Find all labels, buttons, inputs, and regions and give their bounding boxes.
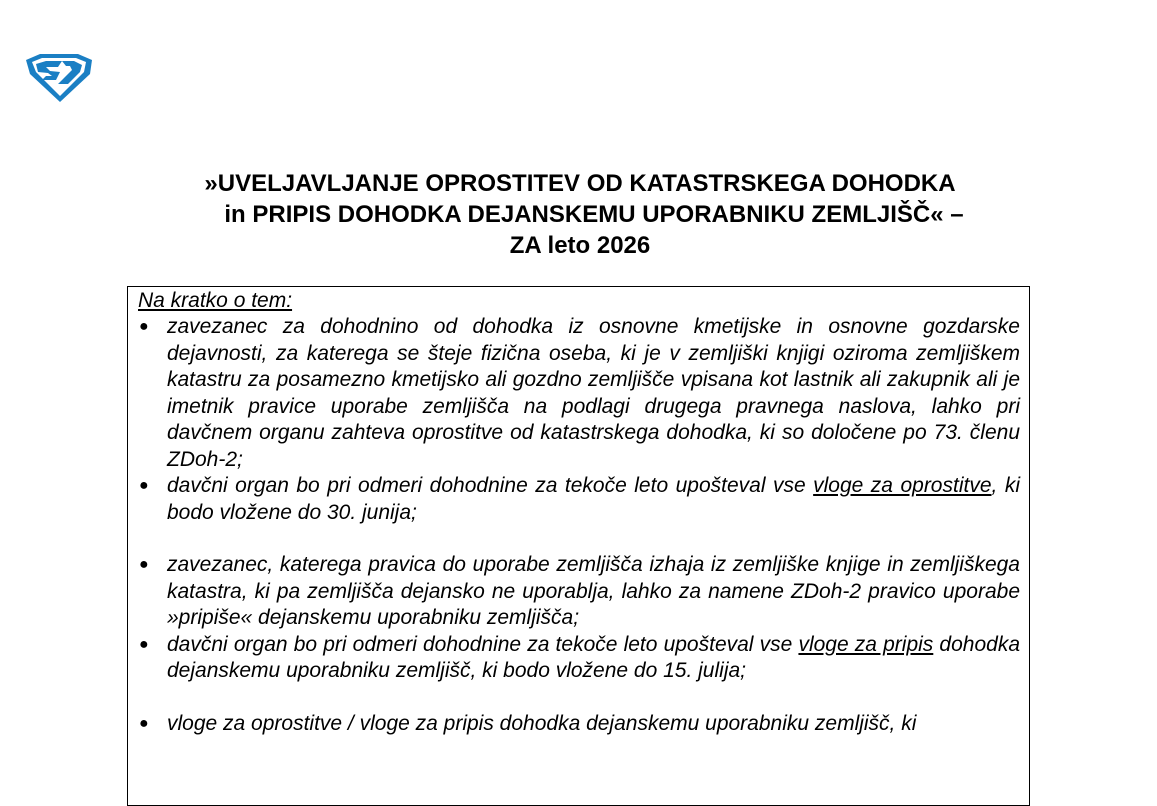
summary-heading: Na kratko o tem:: [138, 289, 293, 312]
title-line-1: »UVELJAVLJANJE OPROSTITEV OD KATASTRSKEGA DOHODKA: [204, 170, 956, 197]
document-title: [140, 168, 1020, 261]
bullet-icon: ●: [139, 477, 149, 494]
list-item: ● davčni organ bo pri odmeri dohodnine za tekoče leto upošteval vse vloge za oprostitve, ki bodo vložene do 30. junija;: [139, 474, 1020, 524]
vloge-za-oprostitve-link[interactable]: vloge za oprostitve: [813, 474, 992, 497]
list-item: ● zavezanec za dohodnino od dohodka iz osnovne kmetijske in osnovne gozdarske dejavnosti, za katerega se šteje fizična oseba, ki je v zemljiški knjigi oziroma zemljiškem katastru za posamezno kmetijsko ali gozdno zemljišče vpisana kot lastnik ali zakupnik ali je imetnik pravice uporabe zemljišča na podlagi drugega pravnega naslova, lahko pri davčnem organu zahteva oprostitve od katastrskega dohodka, ki so določene po 73. členu ZDoh-2;: [139, 315, 1020, 471]
sd-logo-icon: [22, 50, 96, 104]
summary-bullet-list: [138, 314, 1020, 737]
summary-box: [127, 286, 1030, 806]
bullet-icon: ●: [139, 635, 149, 653]
bullet-icon: ●: [139, 714, 149, 732]
list-item: ● vloge za oprostitve / vloge za pripis dohodka dejanskemu uporabniku zemljišč, ki: [138, 711, 1020, 738]
bullet-icon: ●: [139, 318, 149, 335]
list-item: ● davčni organ bo pri odmeri dohodnine za tekoče leto upošteval vse vloge za pripis dohodka dejanskemu uporabniku zemljišč, ki bodo vložene do 15. julija;: [139, 632, 1021, 682]
title-line-3: ZA leto 2026: [509, 232, 651, 259]
list-item: ● zavezanec, katerega pravica do uporabe zemljišča izhaja iz zemljiške knjige in zemljiškega katastra, ki pa zemljišča dejansko ne uporablja, lahko za namene ZDoh-2 pravico uporabe »pripiše« dejanskemu uporabniku zemljišča;: [139, 553, 1020, 629]
title-line-2: in PRIPIS DOHODKA DEJANSKEMU UPORABNIKU ZEMLJIŠČ« –: [224, 201, 964, 228]
vloge-za-pripis-link[interactable]: vloge za pripis: [798, 632, 934, 656]
bullet-icon: ●: [139, 556, 149, 573]
